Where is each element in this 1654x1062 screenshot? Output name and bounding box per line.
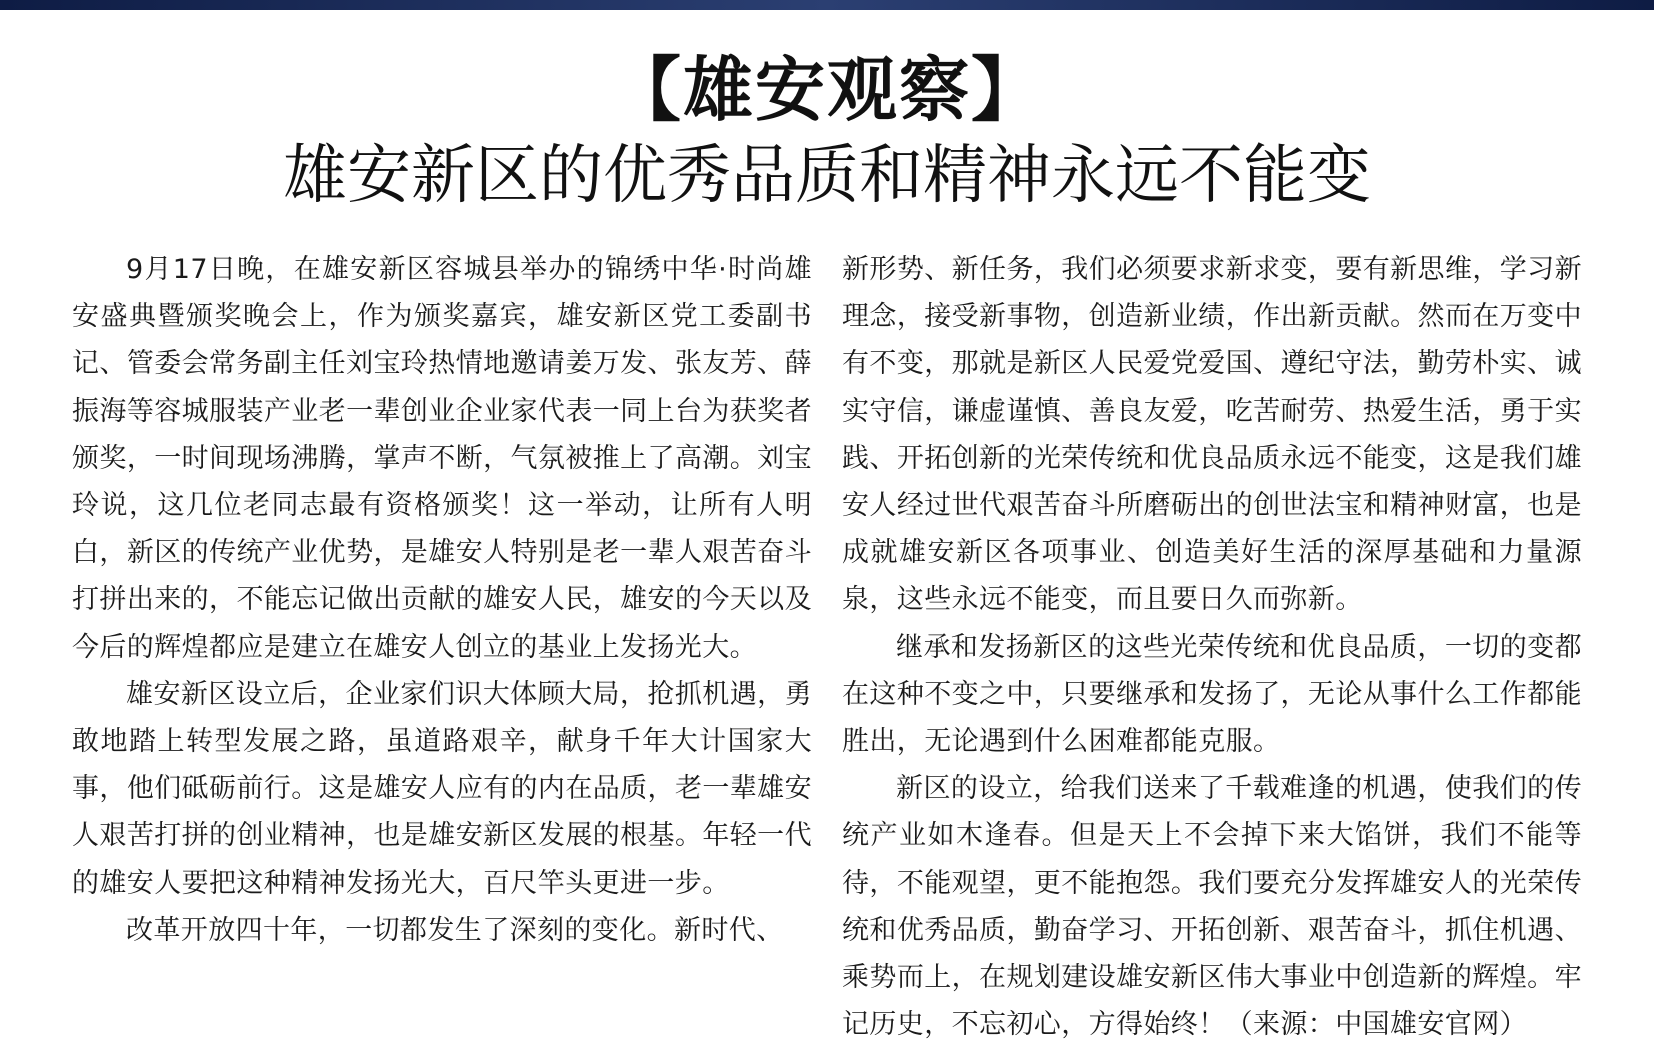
left-column — [72, 246, 812, 954]
top-banner-bar — [0, 0, 1654, 10]
article-headline: 【雄安观察】 — [611, 49, 1043, 131]
paragraph: 9月17日晚，在雄安新区容城县举办的锦绣中华·时尚雄安盛典暨颁奖晚会上，作为颁奖嘉宾，雄安新区党工委副书记、管委会常务副主任刘宝玲热情地邀请姜万发、张友芳、薛振海等容城服装产业老一辈创业企业家代表一同上台为获奖者颁奖，一时间现场沸腾，掌声不断，气氛被推上了高潮。刘宝玲说，这几位老同志最有资格颁奖！这一举动，让所有人明白，新区的传统产业优势，是雄安人特别是老一辈人艰苦奋斗打拼出来的，不能忘记做出贡献的雄安人民，雄安的今天以及今后的辉煌都应是建立在雄安人创立的基业上发扬光大。 — [72, 254, 812, 663]
paragraph-continuation: 新形势、新任务，我们必须要求新求变，要有新思维，学习新理念，接受新事物，创造新业绩，作出新贡献。然而在万变中有不变，那就是新区人民爱党爱国、遵纪守法，勤劳朴实、诚实守信，谦虚谨慎、善良友爱，吃苦耐劳、热爱生活，勇于实践、开拓创新的光荣传统和优良品质永远不能变，这是我们雄安人经过世代艰苦奋斗所磨砺出的创世法宝和精神财富，也是成就雄安新区各项事业、创造美好生活的深厚基础和力量源泉，这些永远不能变，而且要日久而弥新。 — [842, 254, 1582, 616]
right-column — [842, 246, 1582, 1048]
paragraph: 继承和发扬新区的这些光荣传统和优良品质，一切的变都在这种不变之中，只要继承和发扬了，无论从事什么工作都能胜出，无论遇到什么困难都能克服。 — [842, 631, 1582, 758]
paragraph: 改革开放四十年，一切都发生了深刻的变化。新时代、 — [126, 914, 784, 946]
paragraph: 雄安新区设立后，企业家们识大体顾大局，抢抓机遇，勇敢地踏上转型发展之路，虽道路艰辛，献身千年大计国家大事，他们砥砺前行。这是雄安人应有的内在品质，老一辈雄安人艰苦打拼的创业精神，也是雄安新区发展的根基。年轻一代的雄安人要把这种精神发扬光大，百尺竿头更进一步。 — [72, 678, 812, 899]
paragraph: 新区的设立，给我们送来了千载难逢的机遇，使我们的传统产业如木逢春。但是天上不会掉下来大馅饼，我们不能等待，不能观望，更不能抱怨。我们要充分发挥雄安人的光荣传统和优秀品质，勤奋学习、开拓创新、艰苦奋斗，抓住机遇、乘势而上，在规划建设雄安新区伟大事业中创造新的辉煌。牢记历史，不忘初心，方得始终！（来源：中国雄安官网） — [842, 773, 1582, 1041]
article-body — [72, 246, 1592, 1062]
article-subheadline: 雄安新区的优秀品质和精神永远不能变 — [283, 139, 1371, 213]
